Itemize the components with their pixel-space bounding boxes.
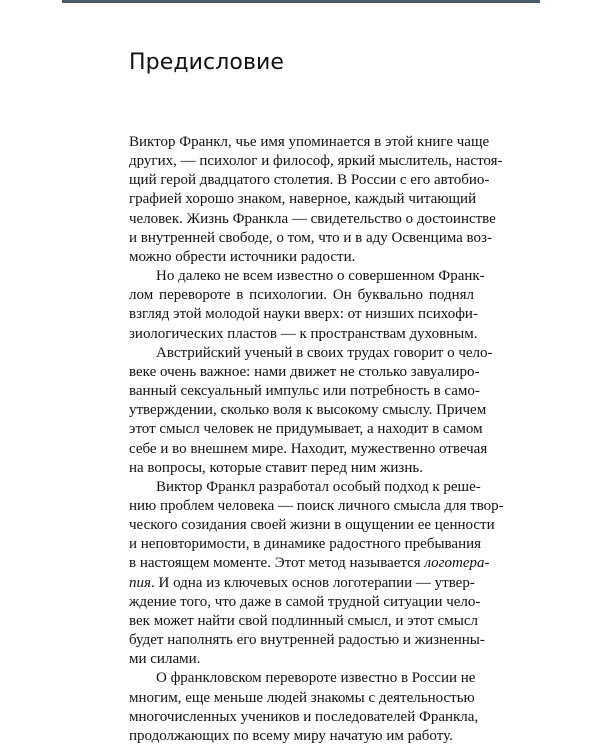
- paragraph-4-line-10: ми силами.: [129, 651, 201, 668]
- paragraph-1-line-1: Виктор Франкл, чье имя упоминается в этой книге чаще: [129, 134, 490, 150]
- paragraph-1-line-5: человек. Жизнь Франкла — свидетельство о достоинстве: [129, 210, 496, 227]
- paragraph-4-line-2: нию проблем человека — поиск личного смысла для твор-: [129, 497, 504, 514]
- paragraph-2-line-3: взгляд этой молодой науки вверх: от низших психофи-: [129, 306, 478, 323]
- paragraph-4-line-9: будет наполнять его внутренней радостью и жизненны-: [129, 632, 485, 649]
- paragraph-3-line-5: этот смысл человек не придумывает, а находит в самом: [129, 421, 483, 438]
- paragraph-1-line-7: можно обрести источники радости.: [129, 248, 356, 265]
- paragraph-2-line-2: лом перевороте в психологии. Он буквально поднял: [129, 287, 474, 304]
- paragraph-1-line-6: и внутренней свободе, о том, что и в аду Освенцима воз-: [129, 229, 492, 246]
- term-logotherapy-part-2: пия: [129, 574, 151, 591]
- paragraph-1-line-2: других, — психолог и философ, яркий мыслитель, настоя-: [129, 153, 503, 170]
- chapter-title: Предисловие: [129, 50, 285, 75]
- paragraph-4-line-6: [129, 574, 474, 593]
- paragraph-1-line-3: щий герой двадцатого столетия. В России с его автобио-: [129, 172, 490, 189]
- paragraph-1-line-4: графией хорошо знаком, наверное, каждый читающий: [129, 191, 477, 208]
- paragraph-3-line-3: ванный сексуальный импульс или потребность в само-: [129, 383, 480, 400]
- paragraph-4-line-3: ческого созидания своей жизни в ощущении ее ценности: [129, 517, 495, 534]
- paragraph-5-line-2: многим, еще меньше людей знакомы с деятельностью: [129, 689, 475, 706]
- paragraph-2-line-4: зиологических пластов — к пространствам духовным.: [129, 325, 478, 342]
- paragraph-5-line-3: многочисленных учеников и последователей Франкла,: [129, 708, 479, 725]
- paragraph-3-line-4: утверждении, сколько воля к высокому смыслу. Причем: [129, 402, 487, 419]
- paragraph-4-line-1: Виктор Франкл разработал особый подход к реше-: [156, 478, 481, 495]
- top-rule: [62, 0, 540, 3]
- paragraph-5-line-4: продолжающих по всему миру начатую им работу.: [129, 727, 453, 744]
- term-logotherapy-part-1: логотера-: [424, 555, 490, 572]
- paragraph-3-line-6: себе и во внешнем мире. Находит, мужественно отвечая: [129, 440, 488, 457]
- paragraph-2-line-1: Но далеко не всем известно о совершенном Франк-: [156, 268, 485, 285]
- paragraph-4-line-8: век может найти свой подлинный смысл, и этот смысл: [129, 612, 478, 629]
- paragraph-4-line-4: и неповторимости, в динамике радостного пребывания: [129, 536, 482, 553]
- paragraph-4-line-5: [129, 554, 490, 573]
- paragraph-4-line-5-text: в настоящем моменте. Этот метод называется: [129, 555, 421, 572]
- paragraph-4-line-6-text: . И одна из ключевых основ логотерапии — утвер-: [150, 574, 475, 591]
- paragraph-5-line-1: О франкловском перевороте известно в России не: [156, 670, 476, 687]
- paragraph-3-line-2: веке очень важное: нами движет не столько завуалиро-: [129, 363, 480, 380]
- paragraph-4-line-7: ждение того, что даже в самой трудной ситуации чело-: [129, 593, 481, 610]
- paragraph-3-line-1: Австрийский ученый в своих трудах говорит о чело-: [156, 344, 493, 361]
- paragraph-3-line-7: на вопросы, которые ставит перед ним жизнь.: [129, 459, 423, 476]
- body-text: [129, 133, 504, 746]
